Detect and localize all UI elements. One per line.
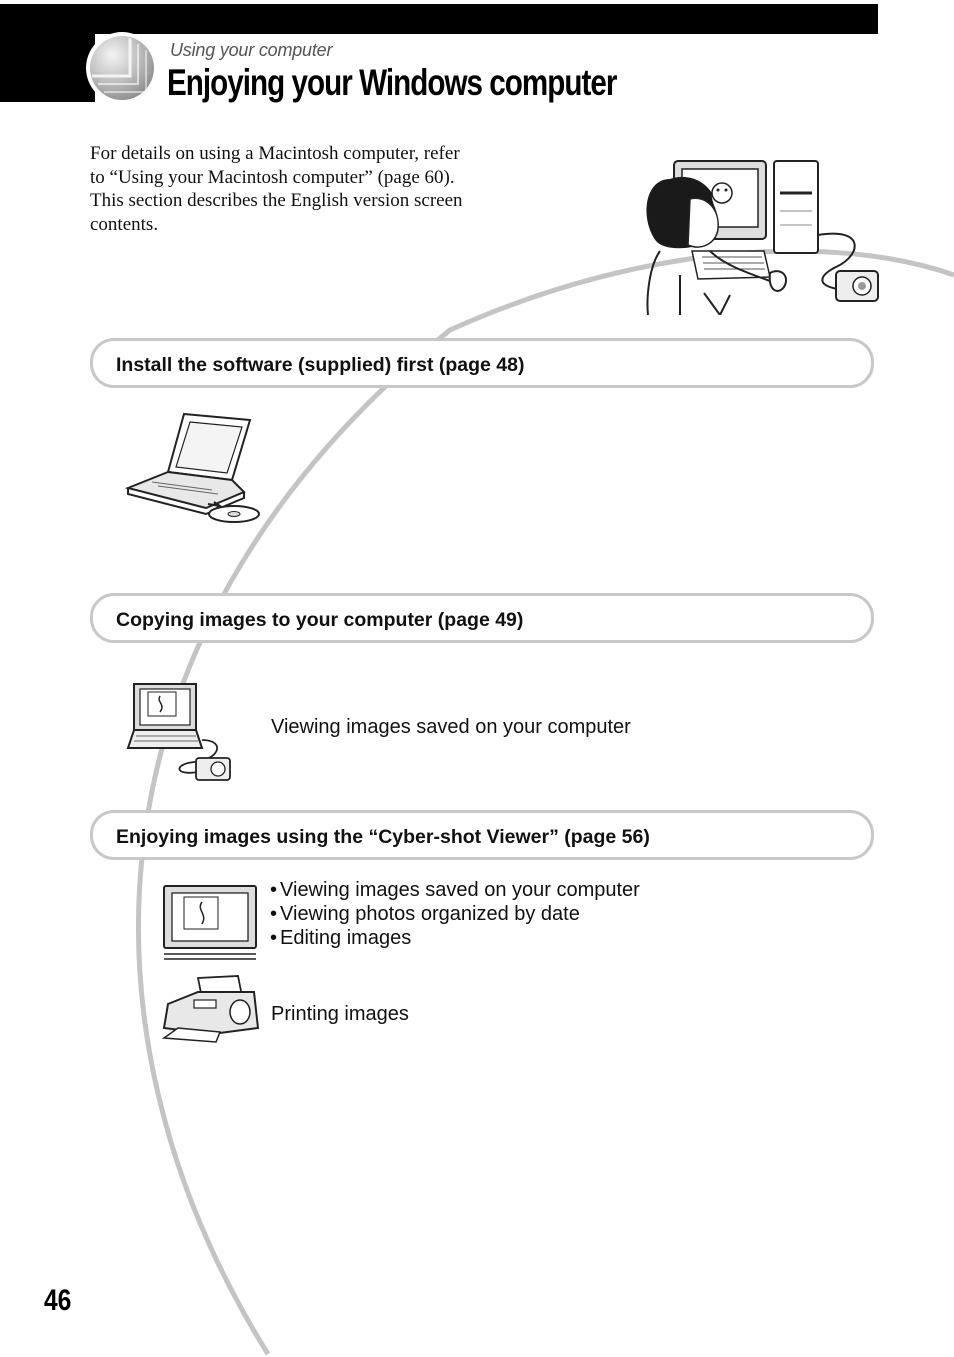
printer-illustration [158,972,264,1044]
intro-line-1: For details on using a Macintosh computer, refer to “Using your Macintosh computer” (page 60). [90,143,460,188]
person-at-computer-illustration [640,155,885,315]
step-cyber-shot-viewer [90,810,874,860]
step-title-viewer: Enjoying images using the “Cyber-shot Viewer” (page 56) [116,826,650,848]
printing-item: Printing images [271,1003,409,1025]
globe-icon [90,36,154,100]
step-copying-images [90,593,874,643]
list-item: • Editing images [270,926,640,950]
copying-item-viewing: Viewing images saved on your computer [271,716,631,738]
page-number: 46 [44,1284,72,1317]
header-band [0,4,878,34]
page-title: Enjoying your Windows computer [167,62,617,103]
step-install-software [90,338,874,388]
viewer-feature-list [270,878,640,950]
intro-text [90,142,470,236]
laptop-camera-illustration [124,680,236,786]
laptop-cd-illustration [122,410,264,526]
header-band-left [0,4,95,102]
step-title-copying: Copying images to your computer (page 49) [116,609,524,631]
section-label: Using your computer [170,40,333,60]
list-item: • Viewing photos organized by date [270,902,640,926]
list-item: • Viewing images saved on your computer [270,878,640,902]
monitor-illustration [160,882,260,960]
step-title-install: Install the software (supplied) first (page 48) [116,354,525,376]
intro-line-2: This section describes the English version screen contents. [90,190,463,235]
